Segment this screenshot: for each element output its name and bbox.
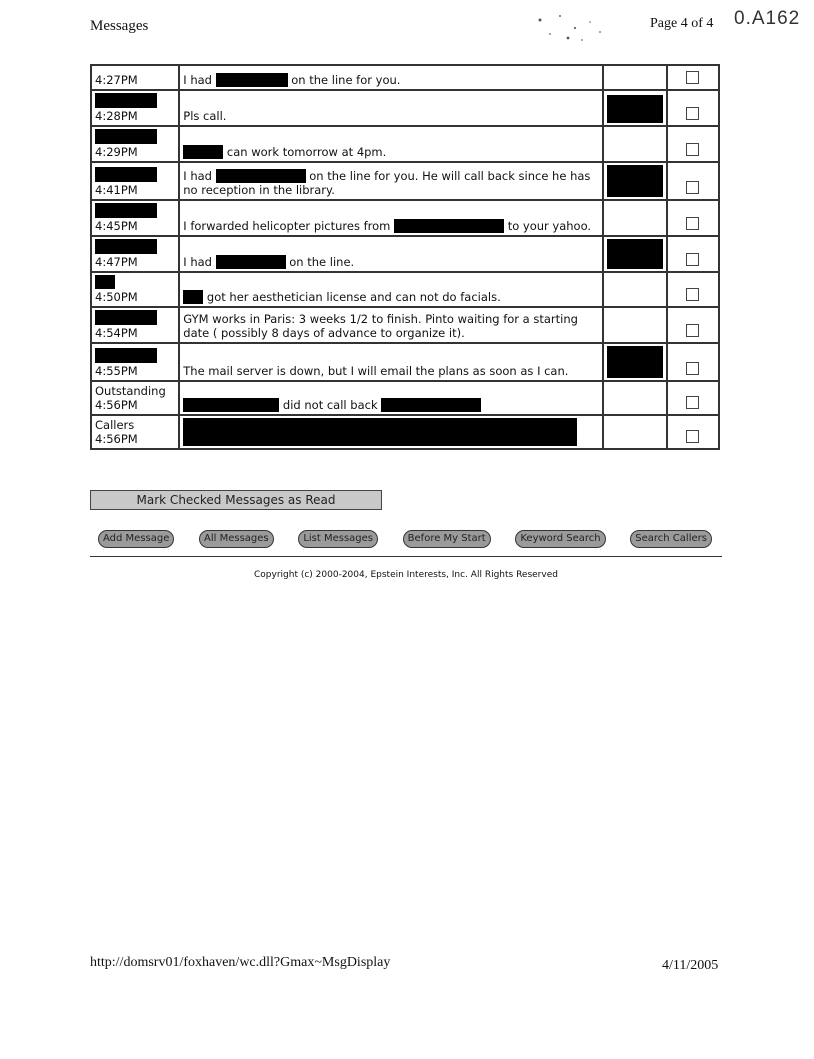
mark-read-checkbox[interactable] — [686, 71, 699, 84]
redaction-block — [381, 398, 481, 412]
message-text-after: on the line for you. — [291, 72, 401, 87]
mark-read-checkbox[interactable] — [686, 181, 699, 194]
message-taker-cell — [603, 307, 667, 343]
message-checkbox-cell — [667, 200, 719, 236]
message-taker-cell — [603, 200, 667, 236]
message-text-before: Pls call. — [183, 109, 227, 123]
message-text-cell — [179, 343, 602, 381]
redaction-block — [607, 239, 663, 269]
message-checkbox-cell — [667, 126, 719, 162]
message-time-cell — [91, 90, 179, 126]
redaction-block — [95, 167, 157, 182]
message-text-after: did not call back — [282, 397, 378, 412]
message-text-before: I had — [183, 72, 212, 87]
message-text-after: to your yahoo. — [507, 218, 592, 233]
redaction-block — [95, 310, 157, 325]
message-taker-cell — [603, 90, 667, 126]
message-taker-cell — [603, 126, 667, 162]
mark-checked-read-button[interactable]: Mark Checked Messages as Read — [90, 490, 382, 510]
message-row — [91, 162, 719, 200]
redaction-block — [183, 290, 203, 304]
message-time: 4:50PM — [95, 290, 138, 304]
message-checkbox-cell — [667, 65, 719, 90]
message-time-cell — [91, 415, 179, 449]
message-text-before: I had — [183, 254, 212, 269]
message-text-before: I had — [183, 168, 212, 183]
redaction-block — [607, 95, 663, 123]
message-taker-cell — [603, 236, 667, 272]
message-time: 4:55PM — [95, 364, 138, 378]
message-time-cell — [91, 236, 179, 272]
redaction-block — [607, 165, 663, 197]
message-text-cell — [179, 236, 602, 272]
message-row — [91, 236, 719, 272]
redaction-block — [95, 203, 157, 218]
message-text-cell — [179, 381, 602, 415]
message-row — [91, 381, 719, 415]
message-time-cell — [91, 65, 179, 90]
message-text-before: The mail server is down, but I will email the plans as soon as I can. — [183, 364, 569, 378]
message-time-cell — [91, 381, 179, 415]
message-taker-cell — [603, 162, 667, 200]
footer-date: 4/11/2005 — [662, 958, 719, 973]
message-time: 4:27PM — [95, 73, 138, 87]
message-text-cell — [179, 90, 602, 126]
message-taker-cell — [603, 381, 667, 415]
message-checkbox-cell — [667, 381, 719, 415]
mark-read-checkbox[interactable] — [686, 396, 699, 409]
scan-smudge — [520, 10, 620, 50]
all-messages-button[interactable]: All Messages — [199, 530, 274, 548]
message-text-cell — [179, 272, 602, 307]
messages-table — [90, 64, 720, 450]
message-time-cell — [91, 162, 179, 200]
message-time: 4:41PM — [95, 183, 138, 197]
message-time: Callers 4:56PM — [95, 418, 138, 446]
redaction-block — [216, 73, 288, 87]
message-text-after: on the line for you. He will call back since he has no reception in the library. — [183, 168, 591, 197]
before-my-start-button[interactable]: Before My Start — [403, 530, 491, 548]
message-row — [91, 200, 719, 236]
message-time: 4:28PM — [95, 109, 138, 123]
message-taker-cell — [603, 65, 667, 90]
message-row — [91, 343, 719, 381]
message-row — [91, 126, 719, 162]
mark-read-checkbox[interactable] — [686, 362, 699, 375]
message-text-before: GYM works in Paris: 3 weeks 1/2 to finish. Pinto waiting for a starting date ( possibly 8 days of advance to organize it). — [183, 312, 578, 340]
message-text-after: can work tomorrow at 4pm. — [226, 144, 387, 159]
redaction-block — [95, 93, 157, 108]
redaction-block — [216, 169, 306, 183]
divider — [90, 556, 722, 557]
message-time-cell — [91, 272, 179, 307]
message-row — [91, 415, 719, 449]
message-time-cell — [91, 200, 179, 236]
message-taker-cell — [603, 415, 667, 449]
message-text-cell — [179, 200, 602, 236]
message-text-cell — [179, 65, 602, 90]
mark-read-checkbox[interactable] — [686, 324, 699, 337]
message-row — [91, 307, 719, 343]
redaction-block — [607, 346, 663, 378]
redaction-block — [183, 418, 577, 446]
mark-read-checkbox[interactable] — [686, 217, 699, 230]
handwritten-note: 0.A162 — [734, 8, 801, 29]
message-row — [91, 65, 719, 90]
message-checkbox-cell — [667, 90, 719, 126]
redaction-block — [216, 255, 286, 269]
page-number: Page 4 of 4 — [650, 16, 714, 31]
message-text-before: I forwarded helicopter pictures from — [183, 218, 391, 233]
message-text-cell — [179, 162, 602, 200]
add-message-button[interactable]: Add Message — [98, 530, 174, 548]
message-text-cell — [179, 415, 602, 449]
message-text-cell — [179, 126, 602, 162]
list-messages-button[interactable]: List Messages — [298, 530, 378, 548]
message-text-cell — [179, 307, 602, 343]
keyword-search-button[interactable]: Keyword Search — [515, 530, 605, 548]
mark-read-checkbox[interactable] — [686, 288, 699, 301]
message-checkbox-cell — [667, 236, 719, 272]
mark-read-checkbox[interactable] — [686, 430, 699, 443]
message-time: 4:54PM — [95, 326, 138, 340]
message-row — [91, 90, 719, 126]
redaction-block — [95, 275, 115, 289]
message-checkbox-cell — [667, 272, 719, 307]
redaction-block — [95, 239, 157, 254]
message-checkbox-cell — [667, 307, 719, 343]
message-time: 4:45PM — [95, 219, 138, 233]
mark-read-checkbox[interactable] — [686, 107, 699, 120]
message-time: 4:29PM — [95, 145, 138, 159]
message-taker-cell — [603, 272, 667, 307]
message-time-cell — [91, 343, 179, 381]
message-row — [91, 272, 719, 307]
message-time: Outstanding 4:56PM — [95, 384, 166, 412]
message-text-after: got her aesthetician license and can not do facials. — [206, 289, 501, 304]
message-checkbox-cell — [667, 162, 719, 200]
action-button-row — [98, 530, 712, 548]
page-header-title: Messages — [90, 18, 149, 34]
message-time: 4:47PM — [95, 255, 138, 269]
redaction-block — [394, 219, 504, 233]
redaction-block — [95, 348, 157, 363]
message-time-cell — [91, 307, 179, 343]
message-taker-cell — [603, 343, 667, 381]
redaction-block — [183, 398, 279, 412]
mark-read-checkbox[interactable] — [686, 143, 699, 156]
redaction-block — [95, 129, 157, 144]
footer-url: http://domsrv01/foxhaven/wc.dll?Gmax~MsgDisplay — [90, 955, 391, 970]
message-checkbox-cell — [667, 343, 719, 381]
message-checkbox-cell — [667, 415, 719, 449]
search-callers-button[interactable]: Search Callers — [630, 530, 712, 548]
mark-read-checkbox[interactable] — [686, 253, 699, 266]
redaction-block — [183, 145, 223, 159]
message-time-cell — [91, 126, 179, 162]
copyright-text: Copyright (c) 2000-2004, Epstein Interests, Inc. All Rights Reserved — [254, 570, 558, 580]
message-text-after: on the line. — [289, 254, 355, 269]
